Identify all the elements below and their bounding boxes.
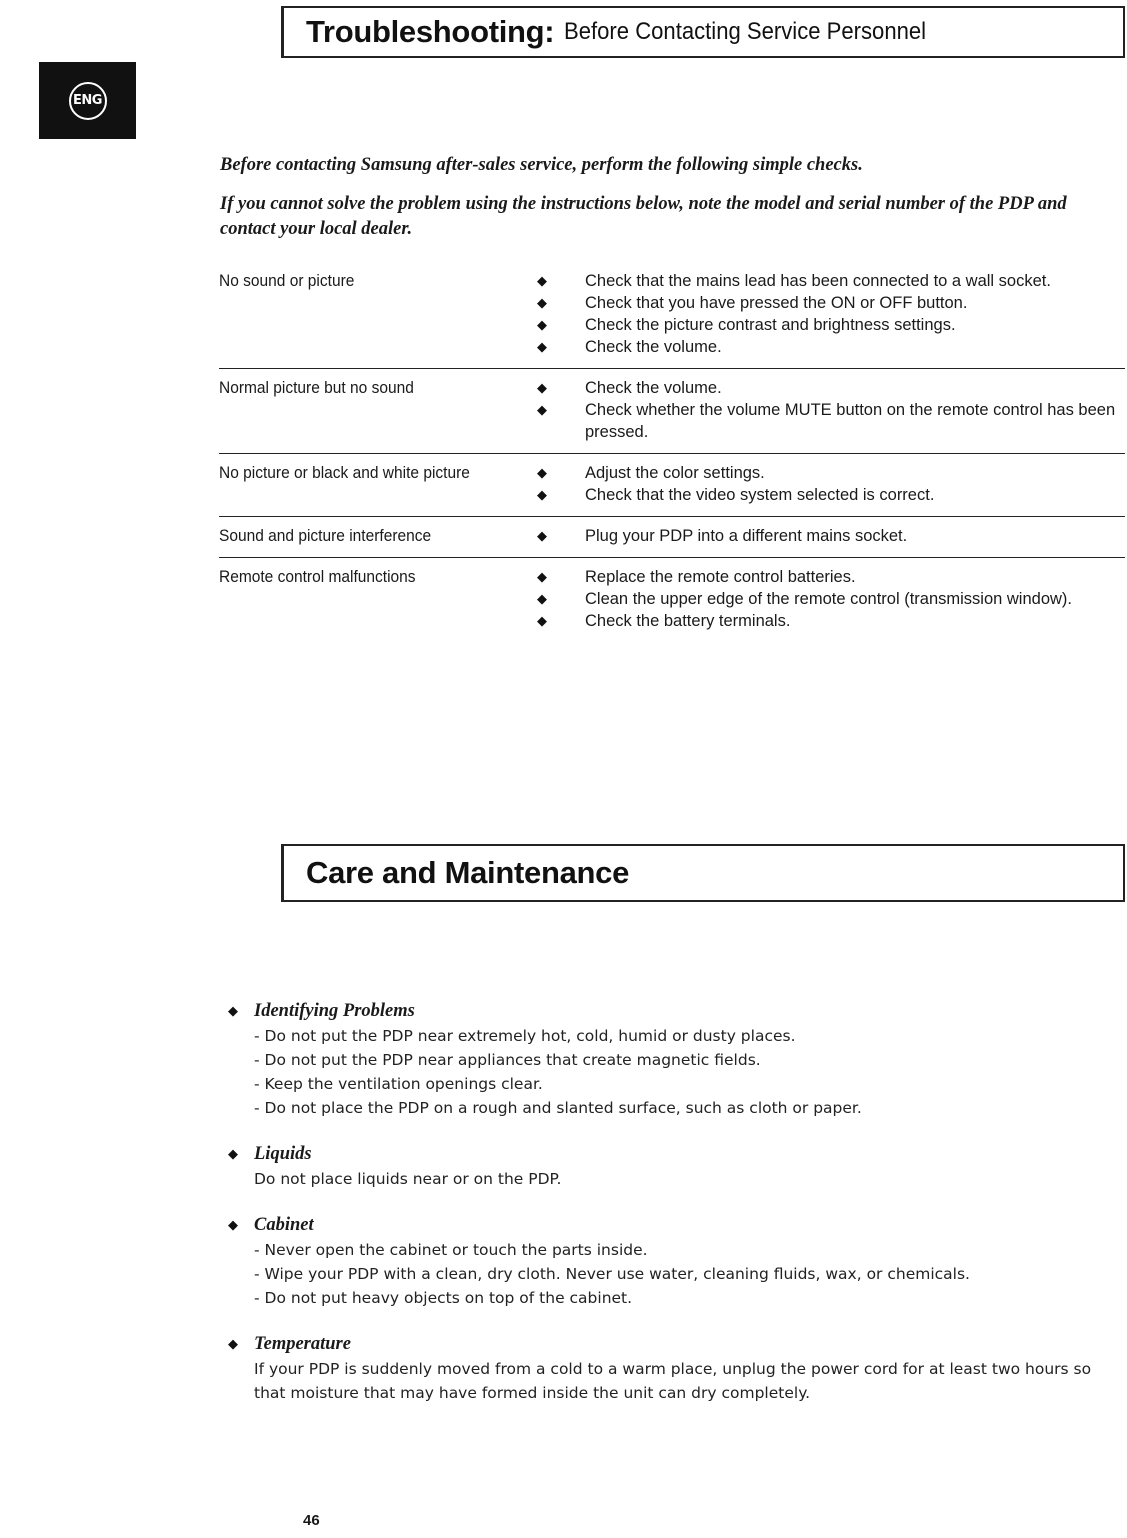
care-item bbox=[228, 1212, 1118, 1310]
page-number: 46 bbox=[303, 1512, 320, 1529]
diamond-bullet-icon: ◆ bbox=[537, 569, 547, 584]
check-text: Check whether the volume MUTE button on the remote control has been pressed. bbox=[585, 401, 1116, 441]
table-row bbox=[219, 557, 1125, 642]
check-text: Replace the remote control batteries. bbox=[585, 568, 856, 586]
check-list bbox=[535, 462, 1125, 506]
diamond-bullet-icon: ◆ bbox=[228, 1336, 238, 1351]
check-list bbox=[535, 566, 1125, 632]
care-item bbox=[228, 1331, 1118, 1405]
check-list bbox=[535, 525, 1125, 547]
check-item bbox=[535, 588, 1125, 610]
troubleshooting-table bbox=[219, 270, 1125, 642]
care-title-box bbox=[281, 844, 1125, 902]
care-item-header bbox=[228, 1141, 1118, 1167]
care-item-line: - Do not place the PDP on a rough and slanted surface, such as cloth or paper. bbox=[254, 1099, 862, 1117]
table-row bbox=[219, 368, 1125, 453]
troubleshooting-title-box bbox=[281, 6, 1125, 58]
check-item bbox=[535, 292, 1125, 314]
check-text: Check that the mains lead has been connected to a wall socket. bbox=[585, 272, 1051, 290]
check-text: Check that you have pressed the ON or OFF button. bbox=[585, 294, 968, 312]
diamond-bullet-icon: ◆ bbox=[537, 591, 547, 606]
diamond-bullet-icon: ◆ bbox=[228, 1217, 238, 1232]
care-title: Care and Maintenance bbox=[306, 855, 630, 890]
care-item-line: - Keep the ventilation openings clear. bbox=[254, 1075, 543, 1093]
check-item bbox=[535, 377, 1125, 399]
check-item bbox=[535, 399, 1125, 443]
diamond-bullet-icon: ◆ bbox=[537, 528, 547, 543]
problem-label: No picture or black and white picture bbox=[219, 464, 470, 482]
care-item bbox=[228, 1141, 1118, 1191]
care-item-line: - Wipe your PDP with a clean, dry cloth. Never use water, cleaning fluids, wax, or chemicals. bbox=[254, 1265, 970, 1283]
diamond-bullet-icon: ◆ bbox=[537, 465, 547, 480]
check-text: Check that the video system selected is correct. bbox=[585, 486, 935, 504]
check-text: Check the volume. bbox=[585, 379, 722, 397]
eng-badge-icon: ENG bbox=[69, 82, 107, 120]
check-item bbox=[535, 314, 1125, 336]
language-tab bbox=[39, 62, 136, 139]
diamond-bullet-icon: ◆ bbox=[228, 1003, 238, 1018]
care-item-header bbox=[228, 998, 1118, 1024]
table-row bbox=[219, 270, 1125, 368]
check-item bbox=[535, 525, 1125, 547]
diamond-bullet-icon: ◆ bbox=[228, 1146, 238, 1161]
check-text: Check the battery terminals. bbox=[585, 612, 791, 630]
care-item-line: - Do not put heavy objects on top of the cabinet. bbox=[254, 1289, 633, 1307]
care-list bbox=[228, 998, 1118, 1426]
diamond-bullet-icon: ◆ bbox=[537, 339, 547, 354]
table-row bbox=[219, 516, 1125, 557]
check-text: Plug your PDP into a different mains socket. bbox=[585, 527, 908, 545]
care-item-header bbox=[228, 1331, 1118, 1357]
care-item bbox=[228, 998, 1118, 1120]
care-item-header bbox=[228, 1212, 1118, 1238]
diamond-bullet-icon: ◆ bbox=[537, 402, 547, 417]
troubleshooting-title: Troubleshooting: bbox=[306, 14, 555, 49]
check-list bbox=[535, 270, 1125, 358]
intro-line-2: If you cannot solve the problem using the instructions below, note the model and serial number of the PDP and contact your local dealer. bbox=[220, 194, 1067, 239]
check-item bbox=[535, 566, 1125, 588]
troubleshooting-subtitle: Before Contacting Service Personnel bbox=[564, 18, 927, 45]
care-item-heading: Liquids bbox=[254, 1143, 312, 1164]
table-row bbox=[219, 453, 1125, 516]
diamond-bullet-icon: ◆ bbox=[537, 487, 547, 502]
diamond-bullet-icon: ◆ bbox=[537, 317, 547, 332]
diamond-bullet-icon: ◆ bbox=[537, 380, 547, 395]
check-item bbox=[535, 610, 1125, 632]
care-item-line: - Do not put the PDP near extremely hot, cold, humid or dusty places. bbox=[254, 1027, 796, 1045]
check-item bbox=[535, 484, 1125, 506]
care-item-line: Do not place liquids near or on the PDP. bbox=[254, 1170, 562, 1188]
check-item bbox=[535, 270, 1125, 292]
check-item bbox=[535, 462, 1125, 484]
check-text: Check the picture contrast and brightness settings. bbox=[585, 316, 956, 334]
intro-line-1: Before contacting Samsung after-sales service, perform the following simple checks. bbox=[220, 155, 863, 175]
care-item-heading: Identifying Problems bbox=[254, 1000, 415, 1021]
problem-label: Normal picture but no sound bbox=[219, 379, 414, 397]
care-item-line: - Do not put the PDP near appliances that create magnetic fields. bbox=[254, 1051, 761, 1069]
care-item-line: - Never open the cabinet or touch the parts inside. bbox=[254, 1241, 648, 1259]
check-text: Adjust the color settings. bbox=[585, 464, 765, 482]
diamond-bullet-icon: ◆ bbox=[537, 295, 547, 310]
diamond-bullet-icon: ◆ bbox=[537, 613, 547, 628]
problem-label: Sound and picture interference bbox=[219, 527, 432, 545]
check-item bbox=[535, 336, 1125, 358]
check-text: Clean the upper edge of the remote control (transmission window). bbox=[585, 590, 1072, 608]
care-item-line: If your PDP is suddenly moved from a cold to a warm place, unplug the power cord for at least two hours so that moisture that may have formed inside the unit can dry completely. bbox=[254, 1360, 1092, 1402]
care-item-heading: Temperature bbox=[254, 1333, 351, 1354]
diamond-bullet-icon: ◆ bbox=[537, 273, 547, 288]
check-list bbox=[535, 377, 1125, 443]
problem-label: Remote control malfunctions bbox=[219, 568, 416, 586]
check-text: Check the volume. bbox=[585, 338, 722, 356]
problem-label: No sound or picture bbox=[219, 272, 355, 290]
care-item-heading: Cabinet bbox=[254, 1214, 314, 1235]
